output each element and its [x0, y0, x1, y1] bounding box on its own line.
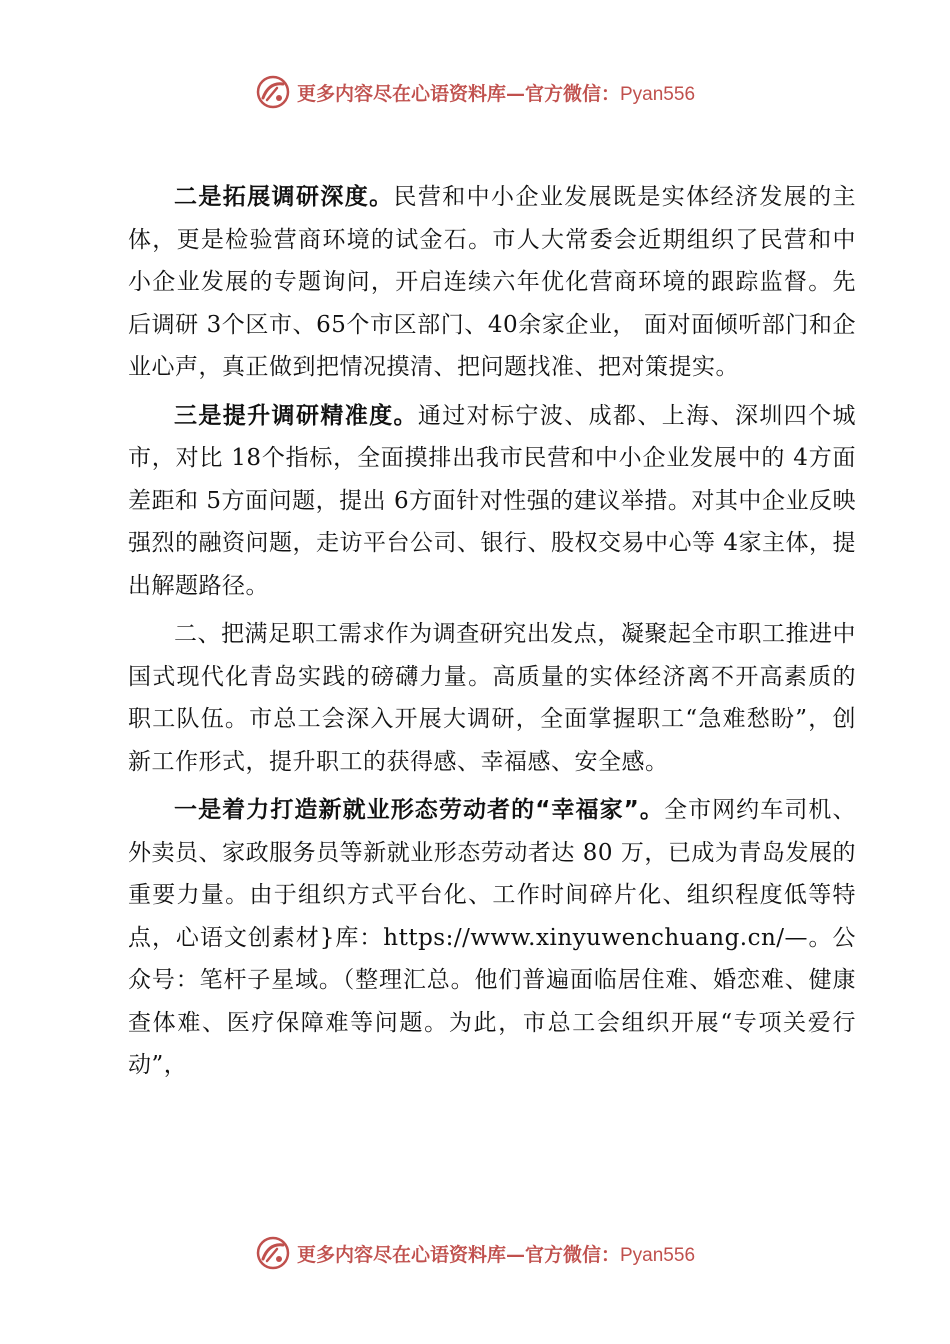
footer-banner-text: 更多内容尽在心语资料库—官方微信：Pyan556 — [296, 1243, 696, 1266]
paragraph-2-lead: 三是提升调研精准度。 — [174, 402, 418, 429]
paragraph-1-text: 民营和中小企业发展既是实体经济发展的主体，更是检验营商环境的试金石。市人大常委会近期组织了民营和中小企业发展的专题询问，开启连续六年优化营商环境的跟踪监督。先后调研 3个区市、65个市区部门、40余家企业， 面对面倾听部门和企业心声，真正做到把情况摸清、把问题找准、把对策提实。 — [128, 184, 857, 380]
paragraph-1 — [128, 176, 856, 389]
paragraph-4-text: 全市网约车司机、外卖员、家政服务员等新就业形态劳动者达 80 万，已成为青岛发展的重要力量。由于组织方式平台化、工作时间碎片化、组织程度低等特点，心语文创素材}库：https://www.xinyuwenchuang.cn/—。公众号：笔杆子星域。（整理汇总。他们普遍面临居住难、婚恋难、健康查体难、医疗保障难等问题。为此，市总工会组织开展“专项关爱行动”， — [128, 797, 857, 1078]
paragraph-1-lead: 二是拓展调研深度。 — [174, 184, 394, 210]
paragraph-2-text: 通过对标宁波、成都、上海、深圳四个城市，对比 18个指标，全面摸排出我市民营和中小企业发展中的 4方面差距和 5方面问题，提出 6方面针对性强的建议举措。对其中企业反映强烈的融资问题，走访平台公司、银行、股权交易中心等 4家主体，提出解题路径。 — [128, 402, 857, 599]
footer-wechat-id: Pyan556 — [620, 1244, 696, 1266]
paragraph-4 — [128, 789, 856, 1087]
document-body — [128, 176, 856, 1087]
brand-logo-icon — [255, 1235, 291, 1271]
footer-banner — [0, 1233, 950, 1273]
paragraph-4-lead: 一是着力打造新就业形态劳动者的“幸福家”。 — [174, 797, 664, 823]
brand-logo-icon — [255, 74, 291, 110]
paragraph-3 — [128, 613, 856, 783]
header-wechat-id: Pyan556 — [620, 83, 696, 105]
paragraph-2 — [128, 395, 856, 608]
paragraph-3-text: 二、把满足职工需求作为调查研究出发点，凝聚起全市职工推进中国式现代化青岛实践的磅礴力量。高质量的实体经济离不开高素质的职工队伍。市总工会深入开展大调研，全面掌握职工“急难愁盼”，创新工作形式，提升职工的获得感、幸福感、安全感。 — [128, 621, 856, 775]
header-banner-text: 更多内容尽在心语资料库—官方微信：Pyan556 — [296, 82, 696, 105]
header-banner — [0, 72, 950, 112]
